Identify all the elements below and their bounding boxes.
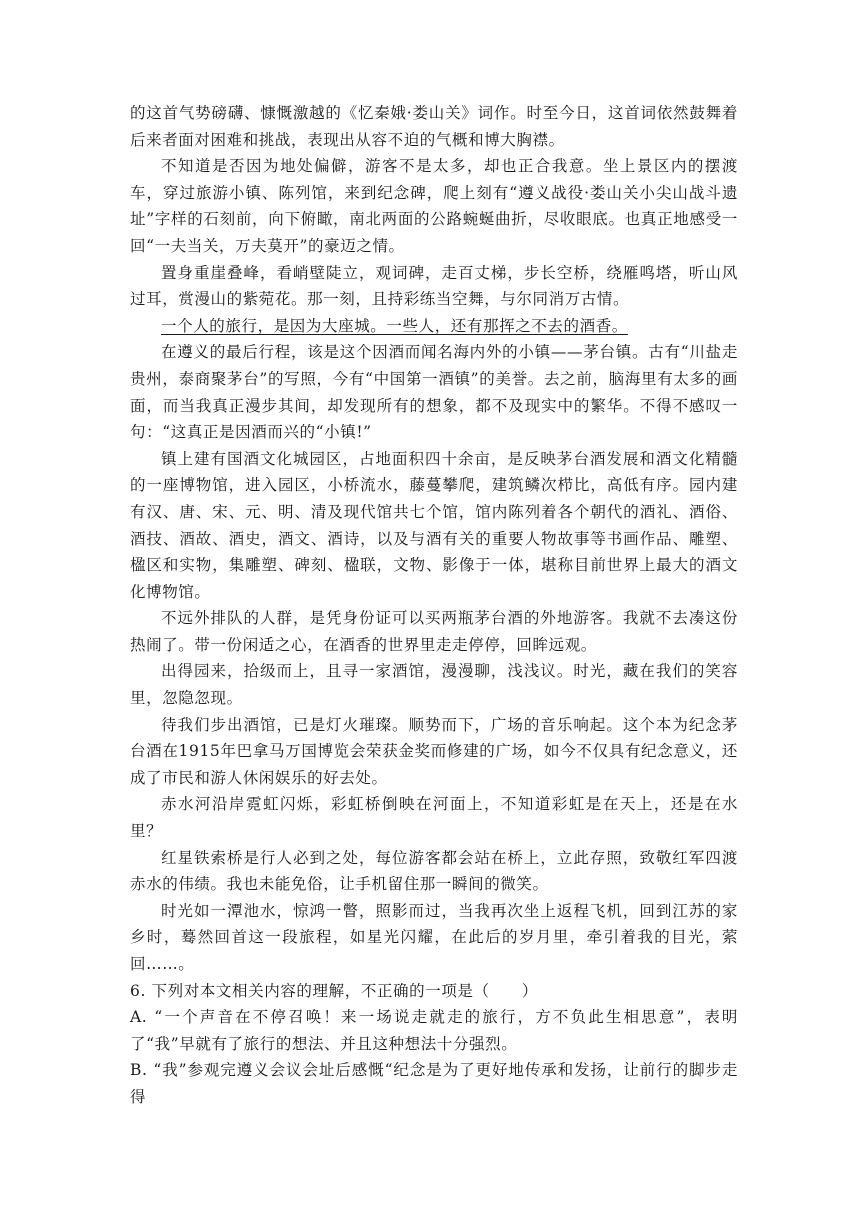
- paragraph-6: 镇上建有国酒文化城园区，占地面积四十余亩，是反映茅台酒发展和酒文化精髓的一座博物馆，进入园区，小桥流水，藤蔓攀爬，建筑鳞次栉比，高低有序。园内建有汉、唐、宋、元、明、清及现代馆共七个馆，馆内陈列着各个朝代的酒礼、酒俗、酒技、酒故、酒史，酒文、酒诗，以及与酒有关的重要人物故事等书画作品、雕塑、楹区和实物，集雕塑、碑刻、楹联，文物、影像于一体，堪称目前世界上最大的酒文化博物馆。: [130, 449, 738, 601]
- paragraph-2: 不知道是否因为地处偏僻，游客不是太多，却也正合我意。坐上景区内的摆渡车，穿过旅游小镇、陈列馆，来到纪念碑，爬上刻有“遵义战役·娄山关小尖山战斗遗址”字样的石刻前，向下俯瞰，南北两面的公路蜿蜒曲折，尽收眼底。也真正地感受一回“一夫当关，万夫莫开”的豪迈之情。: [130, 157, 738, 255]
- paragraph-1: 的这首气势磅礴、慷慨激越的《忆秦娥·娄山关》词作。时至今日，这首词依然鼓舞着后来者面对困难和挑战，表现出从容不迫的气概和博大胸襟。: [130, 104, 738, 149]
- paragraph-4-underlined: 一个人的旅行，是因为大座城。一些人，还有那挥之不去的酒香。: [161, 316, 628, 335]
- paragraph-8: 出得园来，拾级而上，且寻一家酒馆，漫漫聊，浅浅议。时光，藏在我们的笑容里，忽隐忽现。: [130, 662, 738, 708]
- question-stem: 6. 下列对本文相关内容的理解，不正确的一项是（ ）: [130, 981, 538, 1000]
- paragraph-5: 在遵义的最后行程，该是这个因酒而闻名海内外的小镇——茅台镇。古有“川盐走贵州，泰商聚茅台”的写照，今有“中国第一酒镇”的美誉。去之前，脑海里有太多的画面，而当我真正漫步其间，却发现所有的想象，都不及现实中的繁华。不得不感叹一句：“这真正是因酒而兴的“小镇!”: [130, 343, 738, 442]
- paragraph-12: 时光如一潭池水，惊鸿一瞥，照影而过，当我再次坐上返程飞机，回到江苏的家乡时，蓦然回首这一段旅程，如星光闪耀，在此后的岁月里，牵引着我的目光，萦回……。: [130, 901, 738, 973]
- paragraph-10: 赤水河沿岸霓虹闪烁，彩虹桥倒映在河面上，不知道彩虹是在天上，还是在水里？: [130, 795, 738, 841]
- paragraph-9: 待我们步出酒馆，已是灯火璀璨。顺势而下，广场的音乐响起。这个本为纪念茅台酒在1915年巴拿马万国博览会荣获金奖而修建的广场，如今不仅具有纪念意义，还成了市民和游人休闲娱乐的好去处。: [130, 715, 738, 787]
- question-option-a: A. “一个声音在不停召唤！来一场说走就走的旅行，方不负此生相思意”，表明了“我”早就有了旅行的想法、并且这种想法十分强烈。: [130, 1008, 738, 1053]
- paragraph-3: 置身重崖叠峰，看峭壁陡立，观词碑，走百丈梯，步长空桥，绕雁鸣塔，听山风过耳，赏漫山的紫菀花。那一刻，且持彩练当空舞，与尔同消万古情。: [130, 263, 738, 309]
- paragraph-11: 红星铁索桥是行人必到之处，每位游客都会站在桥上，立此存照，致敬红军四渡赤水的伟绩。我也未能免俗，让手机留住那一瞬间的微笑。: [130, 848, 738, 894]
- question-option-b: B. “我”参观完遵义会议会址后感慨“纪念是为了更好地传承和发扬，让前行的脚步走得: [130, 1061, 738, 1106]
- paragraph-7: 不远外排队的人群，是凭身份证可以买两瓶茅台酒的外地游客。我就不去凑这份热闹了。带一份闲适之心，在酒香的世界里走走停停，回眸远观。: [130, 609, 738, 654]
